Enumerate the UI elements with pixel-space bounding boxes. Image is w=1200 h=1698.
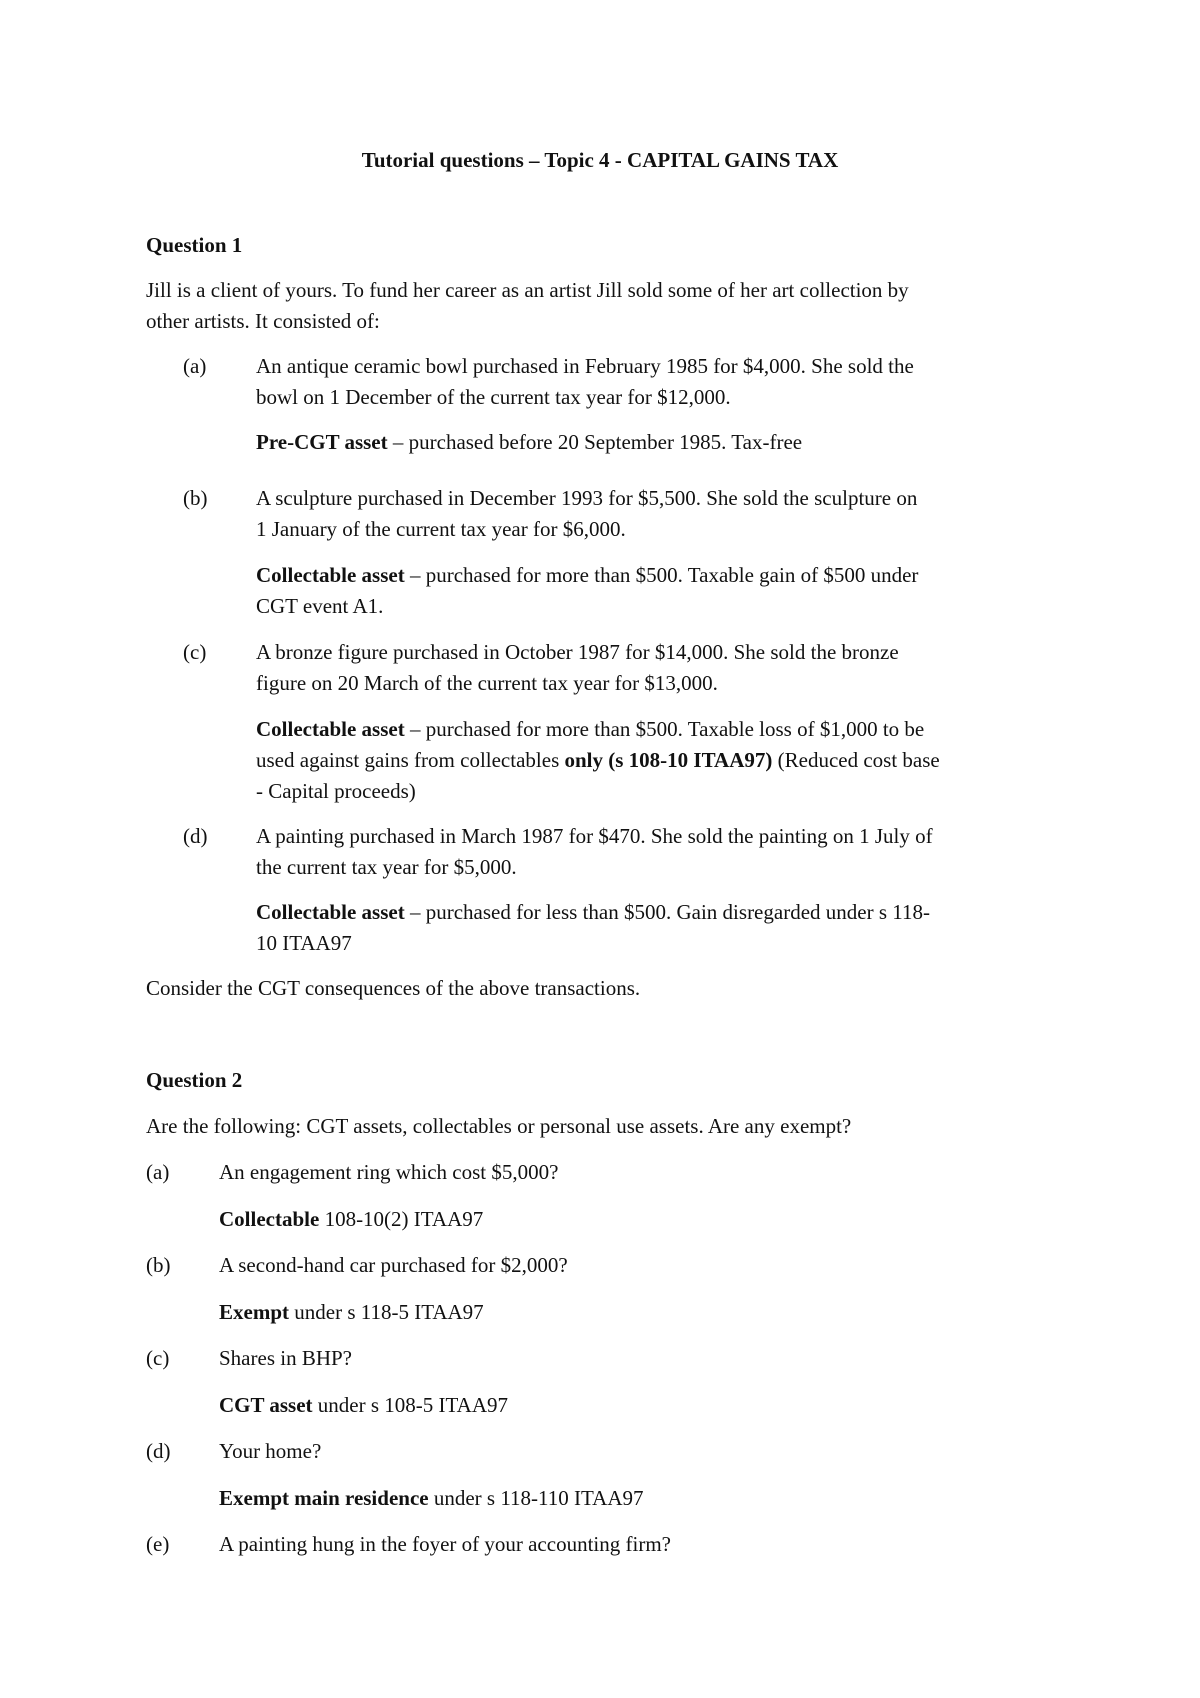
answer-keyword: Collectable asset bbox=[256, 717, 405, 741]
page-title: Tutorial questions – Topic 4 - CAPITAL GAINS TAX bbox=[361, 148, 839, 172]
item-b-question bbox=[256, 483, 1076, 545]
q2-item-a-question: An engagement ring which cost $5,000? bbox=[219, 1160, 559, 1184]
answer-keyword: Exempt bbox=[219, 1300, 289, 1324]
answer-text: - Capital proceeds) bbox=[256, 779, 416, 803]
item-b-answer bbox=[256, 560, 1076, 622]
item-label-c: (c) bbox=[183, 640, 207, 664]
question-2-heading: Question 2 bbox=[146, 1068, 243, 1092]
question-1-heading: Question 1 bbox=[146, 233, 243, 257]
question-line: figure on 20 March of the current tax year for $13,000. bbox=[256, 671, 718, 695]
q2-item-label-d: (d) bbox=[146, 1439, 171, 1463]
item-d-answer bbox=[256, 897, 1076, 959]
question-line: the current tax year for $5,000. bbox=[256, 855, 517, 879]
intro-line: Jill is a client of yours. To fund her career as an artist Jill sold some of her art collection by bbox=[146, 278, 909, 302]
item-c-answer bbox=[256, 714, 1076, 807]
answer-keyword: only (s 108-10 ITAA97) bbox=[564, 748, 773, 772]
answer-text: – purchased before 20 September 1985. Tax-free bbox=[387, 430, 803, 454]
question-1-closing: Consider the CGT consequences of the above transactions. bbox=[146, 976, 641, 1000]
answer-text: CGT event A1. bbox=[256, 594, 384, 618]
question-line: A painting purchased in March 1987 for $470. She sold the painting on 1 July of bbox=[256, 824, 933, 848]
q2-item-b-answer bbox=[219, 1297, 484, 1328]
item-a-question bbox=[256, 351, 1076, 413]
q2-item-label-a: (a) bbox=[146, 1160, 170, 1184]
answer-keyword: CGT asset bbox=[219, 1393, 313, 1417]
question-1-intro bbox=[146, 275, 1066, 337]
question-line: A sculpture purchased in December 1993 for $5,500. She sold the sculpture on bbox=[256, 486, 918, 510]
item-label-d: (d) bbox=[183, 824, 208, 848]
answer-text: – purchased for less than $500. Gain disregarded under s 118- bbox=[404, 900, 930, 924]
item-label-a: (a) bbox=[183, 354, 207, 378]
q2-item-e-question: A painting hung in the foyer of your accounting firm? bbox=[219, 1532, 671, 1556]
answer-keyword: Pre-CGT asset bbox=[256, 430, 388, 454]
q2-item-b-question: A second-hand car purchased for $2,000? bbox=[219, 1253, 568, 1277]
answer-text: 108-10(2) ITAA97 bbox=[319, 1207, 484, 1231]
item-d-question bbox=[256, 821, 1076, 883]
q2-item-c-question: Shares in BHP? bbox=[219, 1346, 352, 1370]
q2-item-label-b: (b) bbox=[146, 1253, 171, 1277]
item-label-b: (b) bbox=[183, 486, 208, 510]
answer-text: under s 108-5 ITAA97 bbox=[312, 1393, 508, 1417]
answer-keyword: Exempt main residence bbox=[219, 1486, 429, 1510]
q2-item-label-c: (c) bbox=[146, 1346, 170, 1370]
intro-line: other artists. It consisted of: bbox=[146, 309, 380, 333]
item-c-question bbox=[256, 637, 1076, 699]
answer-text: 10 ITAA97 bbox=[256, 931, 352, 955]
question-line: bowl on 1 December of the current tax year for $12,000. bbox=[256, 385, 731, 409]
answer-text: under s 118-5 ITAA97 bbox=[289, 1300, 484, 1324]
item-a-answer bbox=[256, 427, 1076, 458]
answer-text: under s 118-110 ITAA97 bbox=[428, 1486, 644, 1510]
answer-text: (Reduced cost base bbox=[772, 748, 940, 772]
answer-keyword: Collectable bbox=[219, 1207, 320, 1231]
answer-keyword: Collectable asset bbox=[256, 563, 405, 587]
question-line: 1 January of the current tax year for $6,000. bbox=[256, 517, 626, 541]
question-line: An antique ceramic bowl purchased in February 1985 for $4,000. She sold the bbox=[256, 354, 914, 378]
answer-text: – purchased for more than $500. Taxable loss of $1,000 to be bbox=[404, 717, 925, 741]
q2-item-a-answer bbox=[219, 1204, 483, 1235]
answer-text: – purchased for more than $500. Taxable gain of $500 under bbox=[404, 563, 919, 587]
question-line: A bronze figure purchased in October 1987 for $14,000. She sold the bronze bbox=[256, 640, 899, 664]
answer-text: used against gains from collectables bbox=[256, 748, 565, 772]
answer-keyword: Collectable asset bbox=[256, 900, 405, 924]
question-2-intro: Are the following: CGT assets, collectables or personal use assets. Are any exempt? bbox=[146, 1114, 852, 1138]
q2-item-d-question: Your home? bbox=[219, 1439, 322, 1463]
q2-item-label-e: (e) bbox=[146, 1532, 170, 1556]
q2-item-c-answer bbox=[219, 1390, 508, 1421]
q2-item-d-answer bbox=[219, 1483, 644, 1514]
